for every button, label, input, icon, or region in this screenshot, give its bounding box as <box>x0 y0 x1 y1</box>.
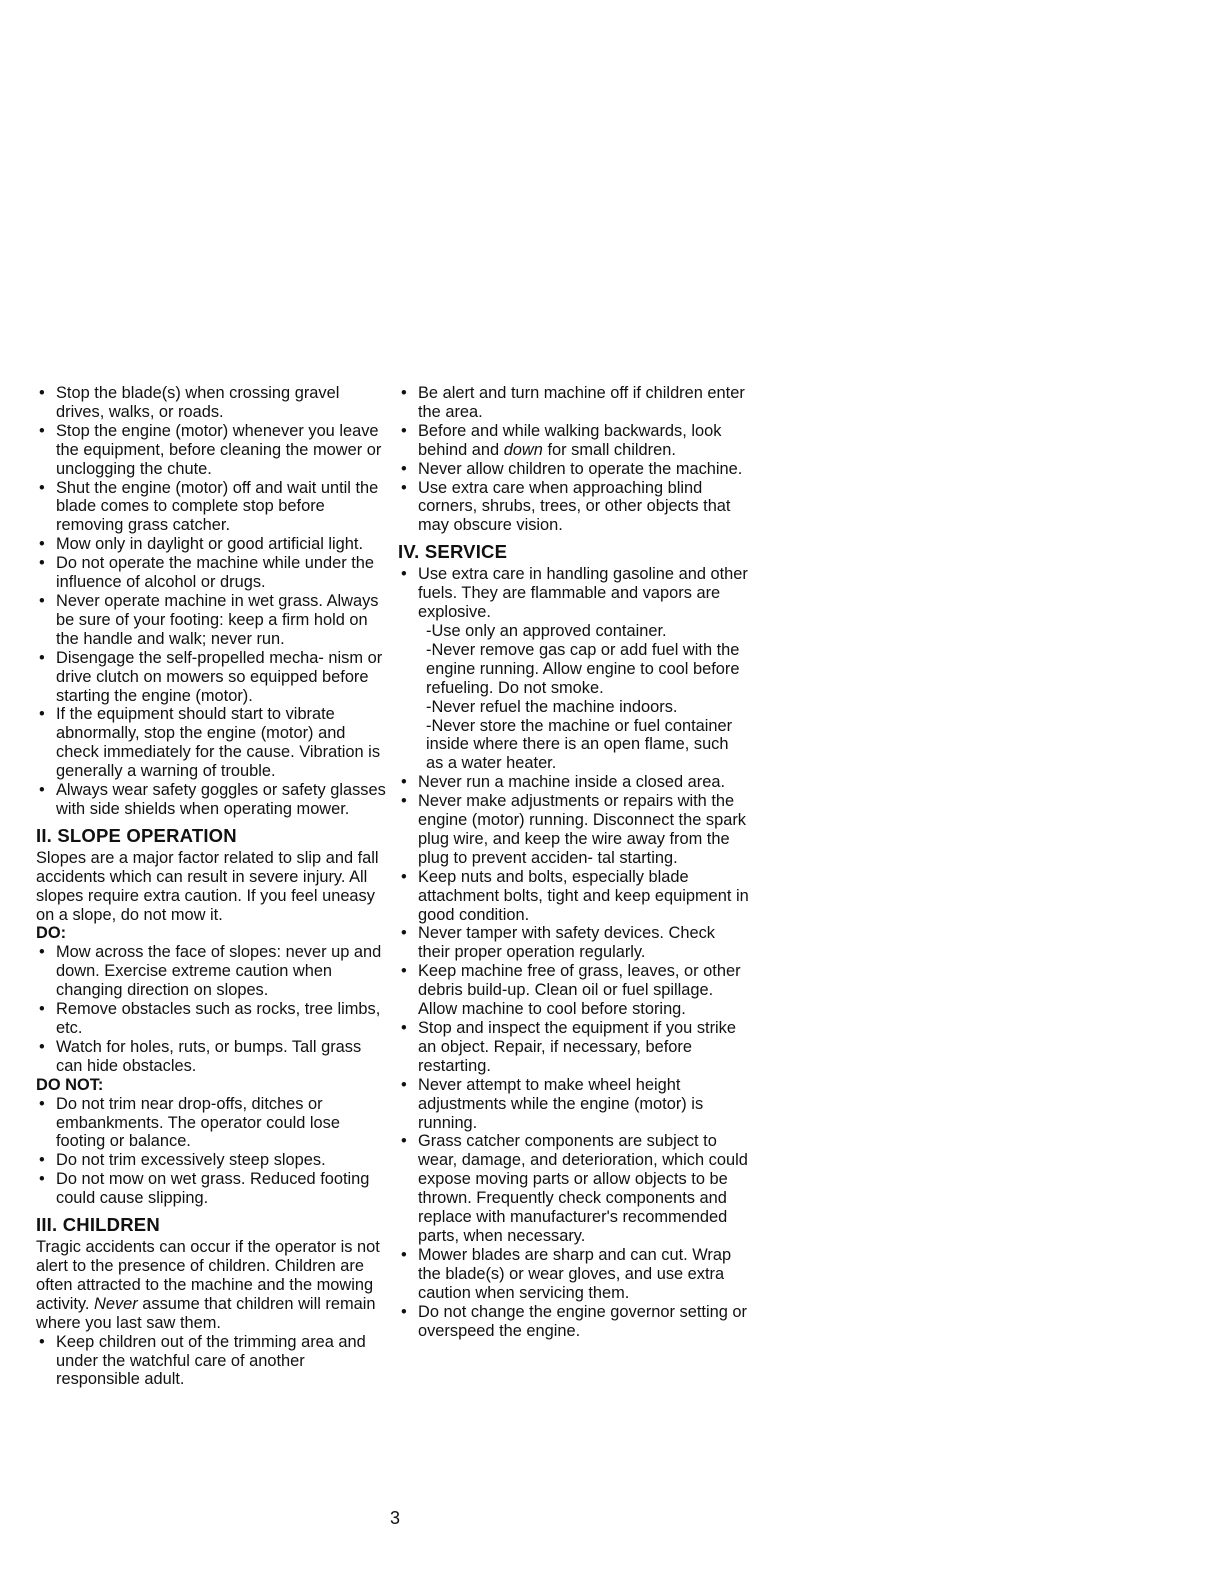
list-item: • Do not trim near drop-offs, ditches or embankments. The operator could lose footing or balance. <box>36 1095 386 1152</box>
list-item: • Stop and inspect the equipment if you strike an object. Repair, if necessary, before restarting. <box>398 1019 750 1076</box>
sub-item: -Use only an approved container. <box>426 621 667 640</box>
list-item <box>398 565 750 773</box>
list-item: • Always wear safety goggles or safety glasses with side shields when operating mower. <box>36 781 386 819</box>
children-continued-list <box>398 384 750 535</box>
right-column <box>398 384 750 1340</box>
list-item: • Disengage the self-propelled mecha- nism or drive clutch on mowers so equipped before starting the engine (motor). <box>36 649 386 706</box>
list-item: • Never attempt to make wheel height adjustments while the engine (motor) is running. <box>398 1076 750 1133</box>
list-item: • Grass catcher components are subject to wear, damage, and deterioration, which could expose moving parts or allow objects to be thrown. Frequently check components and replace with manufacturer's recommended parts, when necessary. <box>398 1132 750 1245</box>
fuel-sublist <box>418 622 750 773</box>
list-item-text: Use extra care in handling gasoline and other fuels. They are flammable and vapors are explosive. <box>418 565 748 622</box>
do-not-label: DO NOT: <box>36 1075 104 1094</box>
children-intro-text: assume that children will remain where you last saw them. <box>36 1294 376 1332</box>
list-item: • Never operate machine in wet grass. Always be sure of your footing: keep a firm hold on the handle and walk; never run. <box>36 592 386 649</box>
service-list <box>398 565 750 1340</box>
list-item: • Never allow children to operate the machine. <box>398 460 750 479</box>
sub-item: -Never store the machine or fuel container inside where there is an open flame, such as a water heater. <box>426 716 733 773</box>
list-item: • Keep machine free of grass, leaves, or other debris build-up. Clean oil or fuel spillage. Allow machine to cool before storing. <box>398 962 750 1019</box>
list-item: • Mow only in daylight or good artificial light. <box>36 535 386 554</box>
list-item: • Never tamper with safety devices. Check their proper operation regularly. <box>398 924 750 962</box>
list-item-emphasis: down <box>503 440 543 459</box>
list-item: • Do not operate the machine while under the influence of alcohol or drugs. <box>36 554 386 592</box>
children-heading: III. CHILDREN <box>36 1214 160 1236</box>
list-item: • Keep nuts and bolts, especially blade attachment bolts, tight and keep equipment in good condition. <box>398 868 750 925</box>
list-item: • Do not change the engine governor setting or overspeed the engine. <box>398 1303 750 1341</box>
intro-safety-list <box>36 384 386 819</box>
list-item: • Use extra care when approaching blind corners, shrubs, trees, or other objects that may obscure vision. <box>398 479 750 536</box>
children-intro-paragraph <box>36 1238 386 1333</box>
list-item: • Be alert and turn machine off if children enter the area. <box>398 384 750 422</box>
list-item: • Stop the engine (motor) whenever you leave the equipment, before cleaning the mower or unclogging the chute. <box>36 422 386 479</box>
children-intro-text: Tragic accidents can occur if the operator is not alert to the presence of children. Children are often attracted to the machine and the mowing activity. <box>36 1238 380 1313</box>
list-item <box>398 422 750 460</box>
list-item: • Mow across the face of slopes: never up and down. Exercise extreme caution when changing direction on slopes. <box>36 943 386 1000</box>
list-item: • Shut the engine (motor) off and wait until the blade comes to complete stop before removing grass catcher. <box>36 479 386 536</box>
list-item: • Never run a machine inside a closed area. <box>398 773 750 792</box>
list-item: • Keep children out of the trimming area and under the watchful care of another responsible adult. <box>36 1333 386 1390</box>
do-label: DO: <box>36 924 67 943</box>
page-number: 3 <box>390 1508 401 1528</box>
children-list <box>36 1333 386 1390</box>
slope-intro-paragraph: Slopes are a major factor related to slip and fall accidents which can result in severe injury. All slopes require extra caution. If you feel uneasy on a slope, do not mow it. <box>36 848 379 924</box>
left-column <box>36 384 386 1389</box>
children-intro-emphasis: Never <box>94 1294 138 1313</box>
sub-item: -Never remove gas cap or add fuel with the engine running. Allow engine to cool before refueling. Do not smoke. <box>426 640 740 697</box>
list-item: • Stop the blade(s) when crossing gravel drives, walks, or roads. <box>36 384 386 422</box>
list-item: • Watch for holes, ruts, or bumps. Tall grass can hide obstacles. <box>36 1038 386 1076</box>
do-list <box>36 943 386 1075</box>
list-item: • Do not trim excessively steep slopes. <box>36 1151 386 1170</box>
list-item-text: for small children. <box>547 440 676 459</box>
list-item: • Remove obstacles such as rocks, tree limbs, etc. <box>36 1000 386 1038</box>
list-item: • Mower blades are sharp and can cut. Wrap the blade(s) or wear gloves, and use extra caution when servicing them. <box>398 1246 750 1303</box>
do-not-list <box>36 1095 386 1208</box>
list-item: • Do not mow on wet grass. Reduced footing could cause slipping. <box>36 1170 386 1208</box>
sub-item: -Never refuel the machine indoors. <box>426 697 678 716</box>
slope-operation-heading: II. SLOPE OPERATION <box>36 824 237 846</box>
list-item: • If the equipment should start to vibrate abnormally, stop the engine (motor) and check immediately for the cause. Vibration is generally a warning of trouble. <box>36 705 386 781</box>
list-item: • Never make adjustments or repairs with the engine (motor) running. Disconnect the spark plug wire, and keep the wire away from the plug to prevent acciden- tal starting. <box>398 792 750 868</box>
list-item-text: Before and while walking backwards, look behind and <box>418 421 722 459</box>
service-heading: IV. SERVICE <box>398 541 508 563</box>
